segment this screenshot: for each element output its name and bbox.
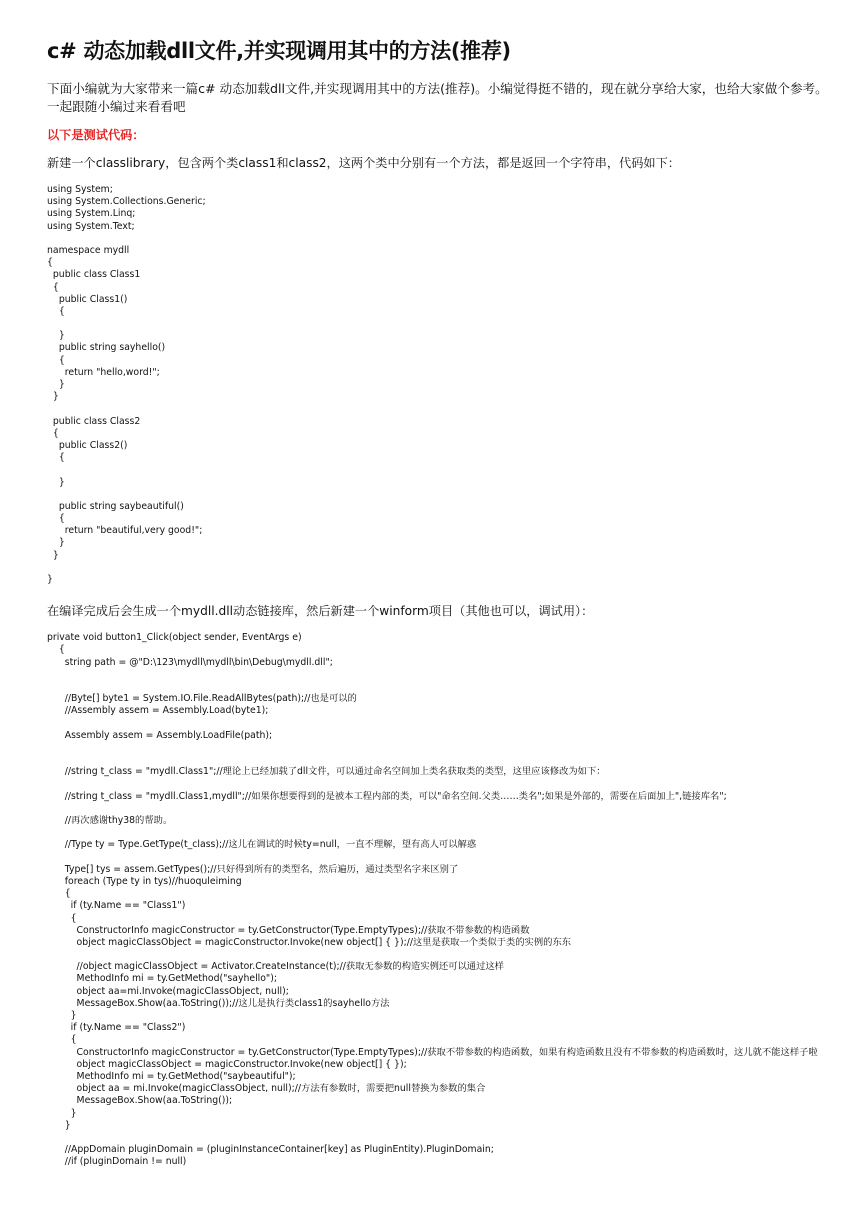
code-line: namespace mydll bbox=[47, 244, 130, 256]
code-line bbox=[47, 827, 837, 839]
code-line: } bbox=[47, 574, 53, 585]
code-line: object magicClassObject = magicConstructor.Invoke(new object[] { }); bbox=[47, 1058, 407, 1070]
code-line: public string saybeautiful() bbox=[47, 500, 184, 512]
code-line: { bbox=[47, 1034, 77, 1046]
code-line bbox=[47, 718, 837, 730]
code-line: { bbox=[47, 452, 65, 464]
code-line: //Assembly assem = Assembly.Load(byte1); bbox=[47, 705, 269, 717]
code-line: { bbox=[47, 912, 77, 924]
code-line bbox=[47, 562, 837, 574]
code-line bbox=[47, 949, 837, 961]
code-line: } bbox=[47, 379, 65, 390]
code-line: ConstructorInfo magicConstructor = ty.GetConstructor(Type.EmptyTypes);//获取不带参数的构造函数 bbox=[47, 924, 530, 936]
classlibrary-code-block bbox=[47, 184, 837, 586]
code-line: object aa=mi.Invoke(magicClassObject, null); bbox=[47, 985, 289, 997]
code-line: foreach (Type ty in tys)//huoquleiming bbox=[47, 875, 242, 887]
code-line bbox=[47, 803, 837, 815]
code-line bbox=[47, 403, 837, 415]
code-line: using System.Text; bbox=[47, 220, 135, 232]
code-line: } bbox=[47, 549, 59, 561]
code-line: { bbox=[47, 888, 71, 900]
code-line: } bbox=[47, 476, 65, 488]
code-line: return "hello,word!"; bbox=[47, 366, 160, 378]
code-line: object aa = mi.Invoke(magicClassObject, null);//方法有参数时，需要把null替换为参数的集合 bbox=[47, 1083, 486, 1095]
code-line: } bbox=[47, 1107, 77, 1119]
code-line bbox=[47, 681, 837, 693]
code-line bbox=[47, 233, 837, 245]
code-line bbox=[47, 778, 837, 790]
code-line: ConstructorInfo magicConstructor = ty.GetConstructor(Type.EmptyTypes);//获取不带参数的构造函数，如果有构造函数且没有不带参数的构造函数时，这儿就不能这样子啦 bbox=[47, 1046, 818, 1058]
code-line: //AppDomain pluginDomain = (pluginInstanceContainer[key] as PluginEntity).PluginDomain; bbox=[47, 1144, 494, 1156]
code-line: //string t_class = "mydll.Class1,mydll";//如果你想要得到的是被本工程内部的类，可以"命名空间.父类……类名";如果是外部的，需要在后面加上",链接库名"; bbox=[47, 790, 727, 802]
code-line: private void button1_Click(object sender, EventArgs e) bbox=[47, 632, 302, 644]
code-line: //再次感谢thy38的帮助。 bbox=[47, 815, 173, 826]
spacer bbox=[47, 586, 837, 602]
code-line bbox=[47, 669, 837, 681]
code-line: { bbox=[47, 513, 65, 525]
code-line: using System; bbox=[47, 184, 113, 195]
code-line bbox=[47, 1132, 837, 1144]
code-line: MessageBox.Show(aa.ToString());//这儿是执行类class1的sayhello方法 bbox=[47, 997, 390, 1009]
page-title: c# 动态加载dll文件,并实现调用其中的方法(推荐) bbox=[47, 39, 511, 63]
intro-paragraph: 下面小编就为大家带来一篇c# 动态加载dll文件,并实现调用其中的方法(推荐)。小编觉得挺不错的，现在就分享给大家，也给大家做个参考。一起跟随小编过来看看吧 bbox=[47, 81, 828, 114]
code-line: if (ty.Name == "Class1") bbox=[47, 900, 186, 912]
code-line: } bbox=[47, 1010, 77, 1021]
code-line bbox=[47, 742, 837, 754]
code-line: object magicClassObject = magicConstructor.Invoke(new object[] { });//这里是获取一个类似于类的实例的东东 bbox=[47, 936, 572, 948]
code-line: //string t_class = "mydll.Class1";//理论上已经加载了dll文件，可以通过命名空间加上类名获取类的类型，这里应该修改为如下： bbox=[47, 766, 606, 778]
code-line: public Class1() bbox=[47, 293, 128, 305]
code-line: { bbox=[47, 354, 65, 366]
code-line: //object magicClassObject = Activator.CreateInstance(t);//获取无参数的构造实例还可以通过这样 bbox=[47, 961, 504, 973]
code-line: //if (pluginDomain != null) bbox=[47, 1156, 187, 1168]
code-line: string path = @"D:\123\mydll\mydll\bin\Debug\mydll.dll"; bbox=[47, 656, 333, 668]
code-line: } bbox=[47, 1119, 71, 1131]
code-line: Type[] tys = assem.GetTypes();//只好得到所有的类型名，然后遍历，通过类型名字来区别了 bbox=[47, 863, 459, 875]
code-line: } bbox=[47, 330, 65, 342]
code-line: Assembly assem = Assembly.LoadFile(path); bbox=[47, 729, 273, 741]
code-line: { bbox=[47, 644, 65, 656]
winform-code-block bbox=[47, 632, 837, 1168]
code-line: MethodInfo mi = ty.GetMethod("saybeautiful"); bbox=[47, 1070, 296, 1082]
code-line: public class Class1 bbox=[47, 269, 141, 281]
code-line: { bbox=[47, 281, 59, 293]
code-line: { bbox=[47, 427, 59, 439]
code-line: } bbox=[47, 391, 59, 403]
code-line bbox=[47, 754, 837, 766]
code-line bbox=[47, 464, 837, 476]
code-line: public Class2() bbox=[47, 439, 128, 451]
code-line: public class Class2 bbox=[47, 415, 141, 427]
code-line: //Type ty = Type.GetType(t_class);//这儿在调试的时候ty=null，一直不理解，望有高人可以解惑 bbox=[47, 839, 477, 851]
article bbox=[47, 36, 837, 1168]
code-line: if (ty.Name == "Class2") bbox=[47, 1022, 186, 1034]
code-line: //Byte[] byte1 = System.IO.File.ReadAllBytes(path);//也是可以的 bbox=[47, 693, 357, 705]
code-line: { bbox=[47, 257, 53, 269]
code-line: MessageBox.Show(aa.ToString()); bbox=[47, 1095, 233, 1107]
code-line: using System.Linq; bbox=[47, 208, 136, 220]
code-line: } bbox=[47, 537, 65, 549]
classlibrary-description: 新建一个classlibrary，包含两个类class1和class2，这两个类中分别有一个方法，都是返回一个字符串，代码如下： bbox=[47, 156, 680, 170]
code-line: return "beautiful,very good!"; bbox=[47, 525, 203, 537]
code-line: { bbox=[47, 305, 65, 317]
code-line bbox=[47, 489, 837, 501]
test-code-heading: 以下是测试代码： bbox=[47, 128, 145, 142]
winform-description: 在编译完成后会生成一个mydll.dll动态链接库，然后新建一个winform项目（其他也可以，调试用）： bbox=[47, 604, 594, 619]
code-line bbox=[47, 318, 837, 330]
code-line: using System.Collections.Generic; bbox=[47, 196, 206, 208]
code-line: public string sayhello() bbox=[47, 342, 166, 354]
code-line: MethodInfo mi = ty.GetMethod("sayhello"); bbox=[47, 973, 277, 985]
code-line bbox=[47, 852, 837, 864]
